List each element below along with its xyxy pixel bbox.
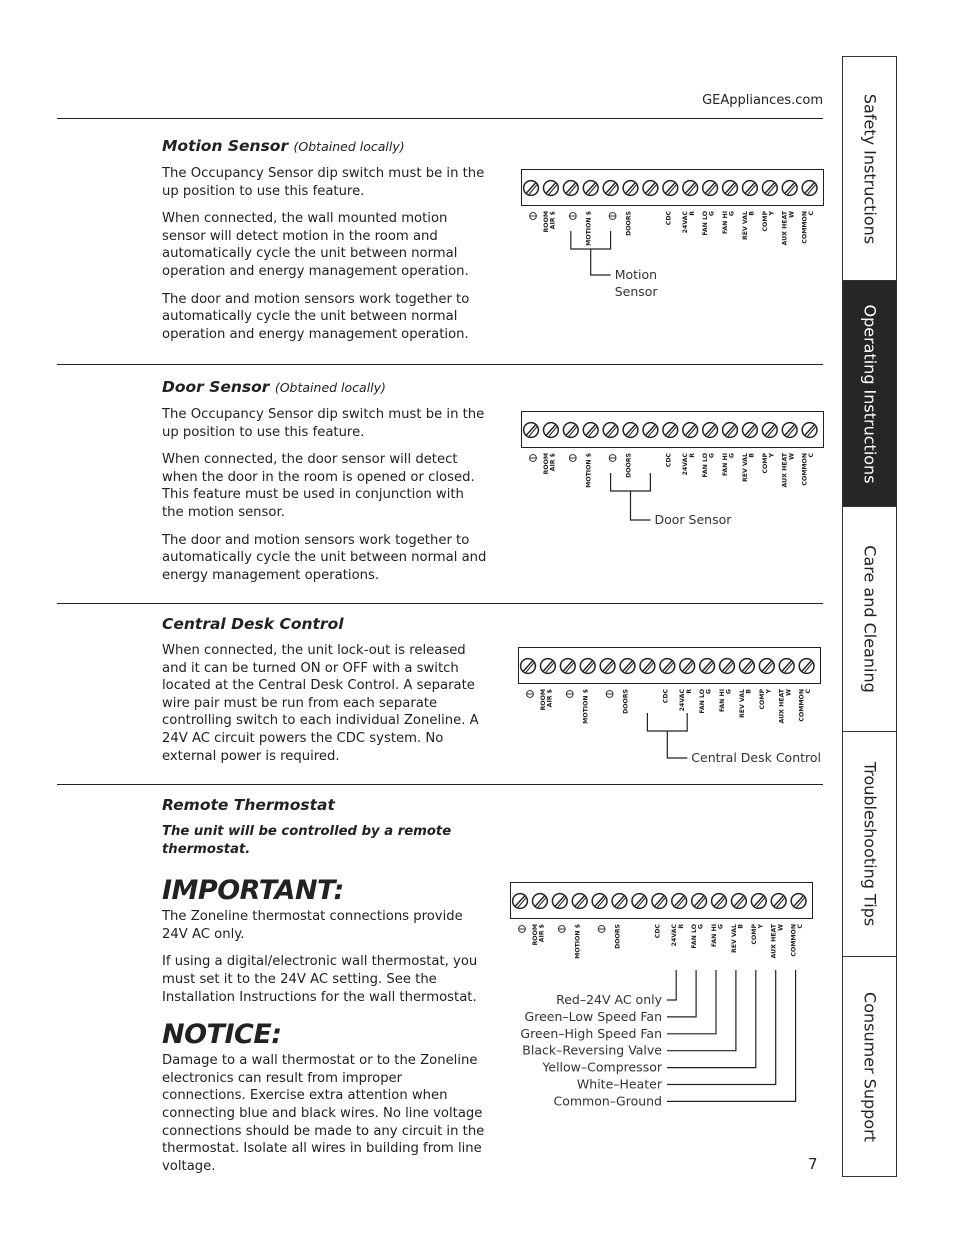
terminal-label: ROOMAIR $ bbox=[542, 453, 557, 475]
terminal-label: COMPY bbox=[758, 689, 773, 710]
terminal-screw bbox=[743, 423, 758, 438]
terminal-screw bbox=[583, 423, 598, 438]
terminal-screw bbox=[802, 181, 817, 196]
paragraph: The Zoneline thermostat connections provide 24V AC only. bbox=[162, 909, 463, 942]
terminal-screw bbox=[740, 659, 755, 674]
terminal-screw bbox=[560, 659, 575, 674]
wire-label: Green–High Speed Fan bbox=[520, 1025, 662, 1041]
terminal-screw bbox=[592, 894, 607, 909]
wire-label: Black–Reversing Valve bbox=[522, 1042, 662, 1058]
terminal-screw bbox=[660, 659, 675, 674]
callout-label: Motion Sensor bbox=[614, 267, 658, 299]
terminal-screw bbox=[623, 181, 638, 196]
terminal-screw bbox=[612, 894, 627, 909]
divider bbox=[57, 603, 823, 604]
terminal-screw bbox=[541, 659, 556, 674]
terminal-label: COMPY bbox=[750, 924, 765, 945]
terminal-label: COMMONC bbox=[798, 689, 813, 722]
terminal-label: FAN HIG bbox=[719, 689, 733, 713]
terminal-label: 24VACR bbox=[682, 211, 696, 234]
terminal-label: FAN HIG bbox=[722, 453, 736, 477]
terminal-label: COMMONC bbox=[801, 453, 816, 486]
callout-label: Central Desk Control bbox=[691, 750, 822, 765]
terminal-screw bbox=[652, 894, 667, 909]
ground-symbol bbox=[558, 926, 565, 933]
section-tabs bbox=[842, 56, 897, 1177]
sensor-callout bbox=[647, 713, 821, 765]
terminal-label: DOORS bbox=[625, 453, 633, 478]
ground-symbol bbox=[609, 455, 616, 462]
page-number: 7 bbox=[808, 1155, 818, 1173]
terminal-label: 24VACR bbox=[671, 924, 685, 947]
paragraph: The Occupancy Sensor dip switch must be in the up position to use this feature. bbox=[162, 166, 485, 199]
terminal-screw bbox=[672, 894, 687, 909]
ground-symbol bbox=[566, 691, 573, 698]
terminal-screw bbox=[712, 894, 727, 909]
important-heading: IMPORTANT: bbox=[162, 875, 344, 907]
terminal-strip-svg bbox=[521, 169, 841, 309]
terminal-screw bbox=[703, 181, 718, 196]
motion-sensor-section bbox=[162, 136, 487, 353]
ground-symbol bbox=[569, 455, 576, 462]
wire-label: Yellow–Compressor bbox=[542, 1059, 662, 1075]
terminal-screw bbox=[552, 894, 567, 909]
terminal-screw bbox=[603, 423, 618, 438]
wire-label: Green–Low Speed Fan bbox=[524, 1008, 662, 1024]
terminal-label: MOTION $ bbox=[585, 453, 593, 488]
terminal-label: FAN LOG bbox=[691, 924, 705, 949]
terminal-label: REV VALB bbox=[730, 924, 745, 954]
terminal-screw bbox=[583, 181, 598, 196]
terminal-label: DOORS bbox=[622, 689, 630, 714]
thermostat-wire bbox=[556, 970, 676, 1007]
tab-operating-instructions[interactable]: Operating Instructions bbox=[843, 281, 896, 507]
terminal-label: CDC bbox=[665, 211, 673, 226]
ground-symbol bbox=[530, 455, 537, 462]
tab-troubleshooting-tips[interactable]: Troubleshooting Tips bbox=[843, 732, 896, 957]
terminal-label: CDC bbox=[662, 689, 670, 704]
terminal-strip-svg bbox=[521, 411, 841, 531]
door-sensor-section bbox=[162, 377, 487, 594]
terminal-label: ROOMAIR $ bbox=[531, 924, 546, 946]
paragraph: The door and motion sensors work together to automatically cycle the unit between normal and energy management operations. bbox=[162, 532, 487, 583]
terminal-label: 24VACR bbox=[679, 689, 693, 712]
terminal-screw bbox=[751, 894, 766, 909]
terminal-label: DOORS bbox=[614, 924, 622, 949]
terminal-screw bbox=[782, 423, 797, 438]
terminal-screw bbox=[603, 181, 618, 196]
terminal-screw bbox=[791, 894, 806, 909]
terminal-label: REV VALB bbox=[741, 453, 756, 483]
terminal-label: FAN LOG bbox=[699, 689, 713, 714]
terminal-screw bbox=[732, 894, 747, 909]
terminal-screw bbox=[563, 181, 578, 196]
tab-care-and-cleaning[interactable]: Care and Cleaning bbox=[843, 507, 896, 732]
paragraph: The door and motion sensors work together to automatically cycle the unit between normal operation and energy management operation. bbox=[162, 291, 470, 342]
tab-safety-instructions[interactable]: Safety Instructions bbox=[843, 57, 896, 281]
paragraph: When connected, the wall mounted motion sensor will detect motion in the room and automatically cycle the unit between normal operation and energy management operation. bbox=[162, 211, 469, 279]
ground-symbol bbox=[598, 926, 605, 933]
terminal-label: REV VALB bbox=[738, 689, 753, 719]
terminal-label: AUX HEATW bbox=[781, 211, 796, 246]
terminal-screw bbox=[533, 894, 548, 909]
divider bbox=[57, 364, 823, 365]
terminal-screw bbox=[640, 659, 655, 674]
terminal-screw bbox=[643, 423, 658, 438]
section-heading: Remote Thermostat bbox=[162, 796, 335, 814]
ground-symbol bbox=[527, 691, 534, 698]
terminal-screw bbox=[580, 659, 595, 674]
terminal-label: ROOMAIR $ bbox=[542, 211, 557, 233]
terminal-screw bbox=[692, 894, 707, 909]
terminal-label: COMMONC bbox=[801, 211, 816, 244]
terminal-label: CDC bbox=[654, 924, 662, 939]
terminal-screw bbox=[723, 423, 738, 438]
terminal-label: AUX HEATW bbox=[778, 689, 793, 724]
terminal-screw bbox=[544, 181, 559, 196]
central-desk-control-section bbox=[162, 614, 487, 775]
paragraph: When connected, the unit lock-out is released and it can be turned ON or OFF with a switch located at the Central Desk Control. A separate wire pair must be run from each separate controlling switch to each individual Zoneline. A 24V AC circuit powers the CDC system. No external power is required. bbox=[162, 643, 479, 764]
divider bbox=[57, 118, 823, 119]
sensor-callout bbox=[611, 473, 733, 527]
terminal-screw bbox=[799, 659, 814, 674]
motion-sensor-wiring-diagram bbox=[521, 169, 841, 309]
terminal-screw bbox=[544, 423, 559, 438]
section-heading: Motion Sensor (Obtained locally) bbox=[162, 137, 405, 155]
paragraph: If using a digital/electronic wall thermostat, you must set it to the 24V AC setting. See the Installation Instructions for the wall thermostat. bbox=[162, 954, 478, 1005]
terminal-label: REV VALB bbox=[741, 211, 756, 241]
terminal-label: MOTION $ bbox=[574, 924, 582, 959]
terminal-screw bbox=[572, 894, 587, 909]
terminal-label: ROOMAIR $ bbox=[539, 689, 554, 711]
terminal-label: COMMONC bbox=[790, 924, 805, 957]
terminal-screw bbox=[632, 894, 647, 909]
paragraph: When connected, the door sensor will detect when the door in the room is opened or closed. This feature must be used in conjunction with the motion sensor. bbox=[162, 452, 475, 520]
terminal-label: AUX HEATW bbox=[770, 924, 785, 959]
terminal-screw bbox=[703, 423, 718, 438]
site-url[interactable]: GEAppliances.com bbox=[702, 93, 823, 108]
terminal-screw bbox=[563, 423, 578, 438]
terminal-screw bbox=[762, 423, 777, 438]
wire-label: Common–Ground bbox=[553, 1093, 662, 1109]
remote-thermostat-section bbox=[162, 795, 487, 1185]
terminal-screw bbox=[743, 181, 758, 196]
terminal-screw bbox=[620, 659, 635, 674]
terminal-strip-svg bbox=[518, 647, 838, 767]
ground-symbol bbox=[609, 213, 616, 220]
terminal-label: DOORS bbox=[625, 211, 633, 236]
terminal-label: 24VACR bbox=[682, 453, 696, 476]
terminal-label: CDC bbox=[665, 453, 673, 468]
notice-heading: NOTICE: bbox=[162, 1019, 282, 1051]
terminal-screw bbox=[521, 659, 536, 674]
terminal-screw bbox=[643, 181, 658, 196]
terminal-screw bbox=[600, 659, 615, 674]
thermostat-note: The unit will be controlled by a remote thermostat. bbox=[162, 824, 452, 857]
thermostat-wiring-diagram bbox=[510, 882, 830, 1112]
terminal-screw bbox=[723, 181, 738, 196]
terminal-screw bbox=[513, 894, 528, 909]
terminal-label: FAN HIG bbox=[711, 924, 725, 948]
cdc-wiring-diagram bbox=[518, 647, 838, 767]
terminal-screw bbox=[700, 659, 715, 674]
terminal-strip-svg bbox=[510, 882, 830, 1112]
wire-label: Red–24V AC only bbox=[556, 992, 662, 1007]
terminal-screw bbox=[720, 659, 735, 674]
paragraph: The Occupancy Sensor dip switch must be in the up position to use this feature. bbox=[162, 407, 485, 440]
terminal-label: MOTION $ bbox=[585, 211, 593, 246]
terminal-screw bbox=[524, 181, 539, 196]
divider bbox=[57, 784, 823, 785]
door-sensor-wiring-diagram bbox=[521, 411, 841, 531]
terminal-label: COMPY bbox=[761, 211, 776, 232]
terminal-screw bbox=[663, 423, 678, 438]
sensor-callout bbox=[571, 231, 659, 299]
wire-label: White–Heater bbox=[576, 1076, 662, 1092]
terminal-screw bbox=[524, 423, 539, 438]
terminal-screw bbox=[802, 423, 817, 438]
ground-symbol bbox=[606, 691, 613, 698]
terminal-screw bbox=[683, 181, 698, 196]
terminal-screw bbox=[680, 659, 695, 674]
terminal-screw bbox=[663, 181, 678, 196]
terminal-screw bbox=[762, 181, 777, 196]
ground-symbol bbox=[519, 926, 526, 933]
terminal-label: AUX HEATW bbox=[781, 453, 796, 488]
terminal-screw bbox=[779, 659, 794, 674]
section-heading: Central Desk Control bbox=[162, 615, 344, 633]
terminal-label: COMPY bbox=[761, 453, 776, 474]
terminal-screw bbox=[623, 423, 638, 438]
tab-consumer-support[interactable]: Consumer Support bbox=[860, 991, 879, 1142]
terminal-screw bbox=[771, 894, 786, 909]
section-heading: Door Sensor (Obtained locally) bbox=[162, 378, 386, 396]
terminal-label: MOTION $ bbox=[582, 689, 590, 724]
terminal-screw bbox=[683, 423, 698, 438]
terminal-label: FAN HIG bbox=[722, 211, 736, 235]
callout-label: Door Sensor bbox=[654, 512, 732, 527]
terminal-screw bbox=[759, 659, 774, 674]
terminal-screw bbox=[782, 181, 797, 196]
notice-text: Damage to a wall thermostat or to the Zoneline electronics can result from improper connections. Exercise extra attention when connecting blue and black wires. No line voltage connections should be made to any circuit in the thermostat. Isolate all wires in building from line voltage. bbox=[162, 1053, 485, 1174]
terminal-label: FAN LOG bbox=[702, 453, 716, 478]
ground-symbol bbox=[569, 213, 576, 220]
terminal-label: FAN LOG bbox=[702, 211, 716, 236]
ground-symbol bbox=[530, 213, 537, 220]
